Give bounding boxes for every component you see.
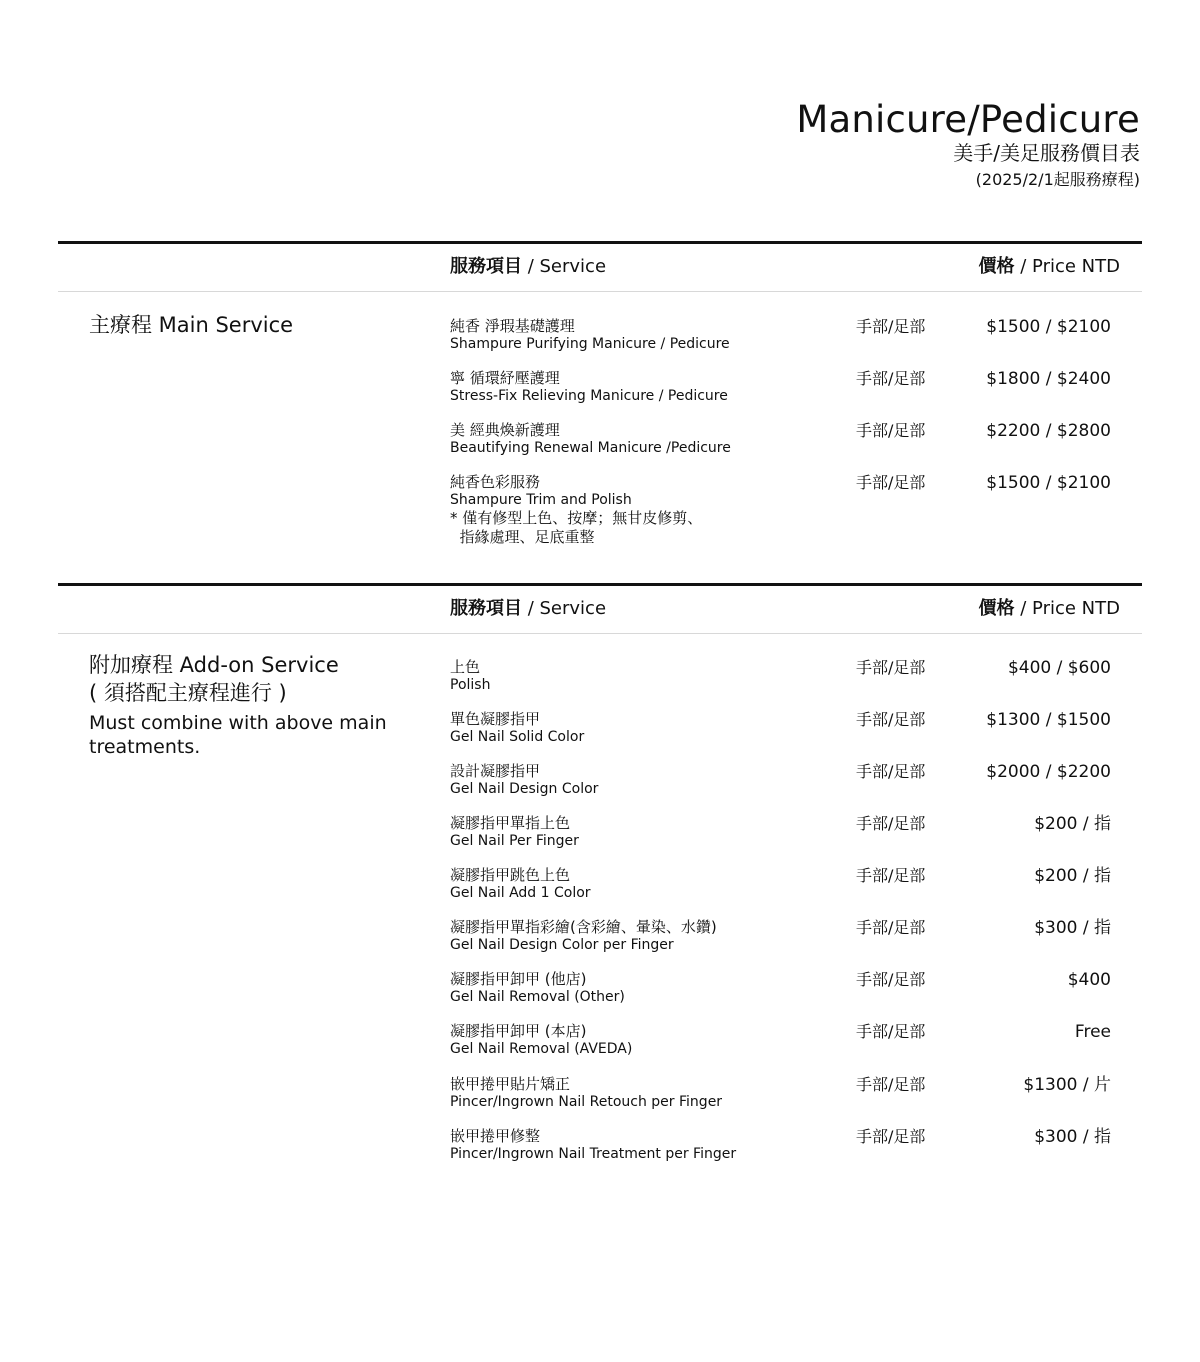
column-header-service: 服務項目 / Service bbox=[450, 598, 607, 619]
column-header-service: 服務項目 / Service bbox=[450, 256, 607, 277]
item-name-zh: 凝膠指甲單指上色 bbox=[450, 814, 571, 832]
item-area: 手部/足部 bbox=[856, 866, 926, 885]
item-name-en: Gel Nail Design Color bbox=[450, 781, 599, 797]
item-name-en: Beautifying Renewal Manicure /Pedicure bbox=[450, 440, 731, 456]
effective-date: (2025/2/1起服務療程) bbox=[975, 170, 1140, 189]
category-label bbox=[89, 311, 293, 339]
item-name-zh: 設計凝膠指甲 bbox=[450, 762, 541, 780]
item-area: 手部/足部 bbox=[856, 369, 926, 388]
item-name-en: Gel Nail Design Color per Finger bbox=[450, 937, 674, 953]
item-area: 手部/足部 bbox=[856, 970, 926, 989]
item-name-en: Gel Nail Per Finger bbox=[450, 833, 579, 849]
item-name-zh: 單色凝膠指甲 bbox=[450, 710, 541, 728]
page-header bbox=[796, 100, 1140, 192]
item-area: 手部/足部 bbox=[856, 710, 926, 729]
item-price: $1500 / $2100 bbox=[986, 473, 1111, 493]
item-name-zh: 凝膠指甲跳色上色 bbox=[450, 866, 571, 884]
item-area: 手部/足部 bbox=[856, 814, 926, 833]
item-name-zh: 純香 淨瑕基礎護理 bbox=[450, 317, 575, 335]
item-area: 手部/足部 bbox=[856, 473, 926, 492]
item-name-en: Shampure Purifying Manicure / Pedicure bbox=[450, 336, 730, 352]
page-subtitle: 美手/美足服務價目表 bbox=[953, 141, 1140, 165]
page-title: Manicure/Pedicure bbox=[796, 98, 1140, 141]
item-name-zh: 凝膠指甲單指彩繪(含彩繪、暈染、水鑽) bbox=[450, 918, 717, 936]
column-header-price: 價格 / Price NTD bbox=[978, 598, 1120, 619]
item-price: $400 / $600 bbox=[1007, 658, 1111, 678]
item-name-en: Gel Nail Removal (Other) bbox=[450, 989, 625, 1005]
list-item bbox=[450, 1075, 1142, 1111]
list-item bbox=[450, 970, 1142, 1006]
item-price: $200 / 指 bbox=[1034, 814, 1111, 834]
item-area: 手部/足部 bbox=[856, 421, 926, 440]
list-item bbox=[450, 317, 1142, 353]
column-header-row bbox=[58, 586, 1142, 633]
item-name-zh: 凝膠指甲卸甲 (本店) bbox=[450, 1022, 587, 1040]
item-price: $1800 / $2400 bbox=[986, 369, 1111, 389]
item-area: 手部/足部 bbox=[856, 1022, 926, 1041]
list-item bbox=[450, 918, 1142, 954]
item-name-zh: 純香色彩服務 bbox=[450, 473, 541, 491]
item-price: $200 / 指 bbox=[1034, 866, 1111, 886]
item-note: * 僅有修型上色、按摩；無甘皮修剪、 指緣處理、足底重整 bbox=[450, 509, 703, 546]
item-price: $2000 / $2200 bbox=[986, 762, 1111, 782]
list-item bbox=[450, 658, 1142, 694]
item-area: 手部/足部 bbox=[856, 918, 926, 937]
column-header-row bbox=[58, 244, 1142, 291]
list-item bbox=[450, 1022, 1142, 1058]
item-name-en: Stress-Fix Relieving Manicure / Pedicure bbox=[450, 388, 728, 404]
item-name-zh: 上色 bbox=[450, 658, 481, 676]
item-price: $1300 / 片 bbox=[1023, 1075, 1111, 1095]
list-item bbox=[450, 710, 1142, 746]
item-area: 手部/足部 bbox=[856, 658, 926, 677]
item-price: $1300 / $1500 bbox=[986, 710, 1111, 730]
item-name-en: Gel Nail Solid Color bbox=[450, 729, 585, 745]
category-title: 主療程 Main Service bbox=[89, 313, 294, 337]
header-underline bbox=[58, 291, 1142, 292]
category-subtitle: ( 須搭配主療程進行 ) bbox=[89, 681, 287, 705]
item-area: 手部/足部 bbox=[856, 1127, 926, 1146]
item-name-en: Gel Nail Add 1 Color bbox=[450, 885, 591, 901]
list-item bbox=[450, 762, 1142, 798]
list-item bbox=[450, 1127, 1142, 1163]
main-service-section bbox=[58, 241, 1142, 571]
item-price: Free bbox=[1074, 1022, 1111, 1042]
item-price: $400 bbox=[1067, 970, 1111, 990]
list-item bbox=[450, 369, 1142, 405]
category-title: 附加療程 Add-on Service bbox=[89, 653, 339, 677]
item-price: $1500 / $2100 bbox=[986, 317, 1111, 337]
addon-service-section bbox=[58, 583, 1142, 1183]
item-name-en: Pincer/Ingrown Nail Retouch per Finger bbox=[450, 1094, 723, 1110]
list-item bbox=[450, 814, 1142, 850]
item-area: 手部/足部 bbox=[856, 317, 926, 336]
item-area: 手部/足部 bbox=[856, 762, 926, 781]
item-name-zh: 嵌甲捲甲貼片矯正 bbox=[450, 1075, 571, 1093]
header-underline bbox=[58, 633, 1142, 634]
item-name-zh: 凝膠指甲卸甲 (他店) bbox=[450, 970, 587, 988]
category-note: Must combine with above main treatments. bbox=[89, 712, 387, 758]
item-price: $2200 / $2800 bbox=[986, 421, 1111, 441]
category-label bbox=[89, 651, 389, 759]
item-price: $300 / 指 bbox=[1034, 1127, 1111, 1147]
item-price: $300 / 指 bbox=[1034, 918, 1111, 938]
item-name-zh: 美 經典煥新護理 bbox=[450, 421, 560, 439]
item-name-zh: 嵌甲捲甲修整 bbox=[450, 1127, 541, 1145]
item-area: 手部/足部 bbox=[856, 1075, 926, 1094]
item-name-en: Gel Nail Removal (AVEDA) bbox=[450, 1041, 633, 1057]
item-name-zh: 寧 循環紓壓護理 bbox=[450, 369, 560, 387]
column-header-price: 價格 / Price NTD bbox=[978, 256, 1120, 277]
item-name-en: Shampure Trim and Polish bbox=[450, 492, 632, 508]
list-item bbox=[450, 421, 1142, 457]
list-item bbox=[450, 866, 1142, 902]
item-name-en: Polish bbox=[450, 677, 491, 693]
list-item bbox=[450, 473, 1142, 547]
item-name-en: Pincer/Ingrown Nail Treatment per Finger bbox=[450, 1146, 737, 1162]
